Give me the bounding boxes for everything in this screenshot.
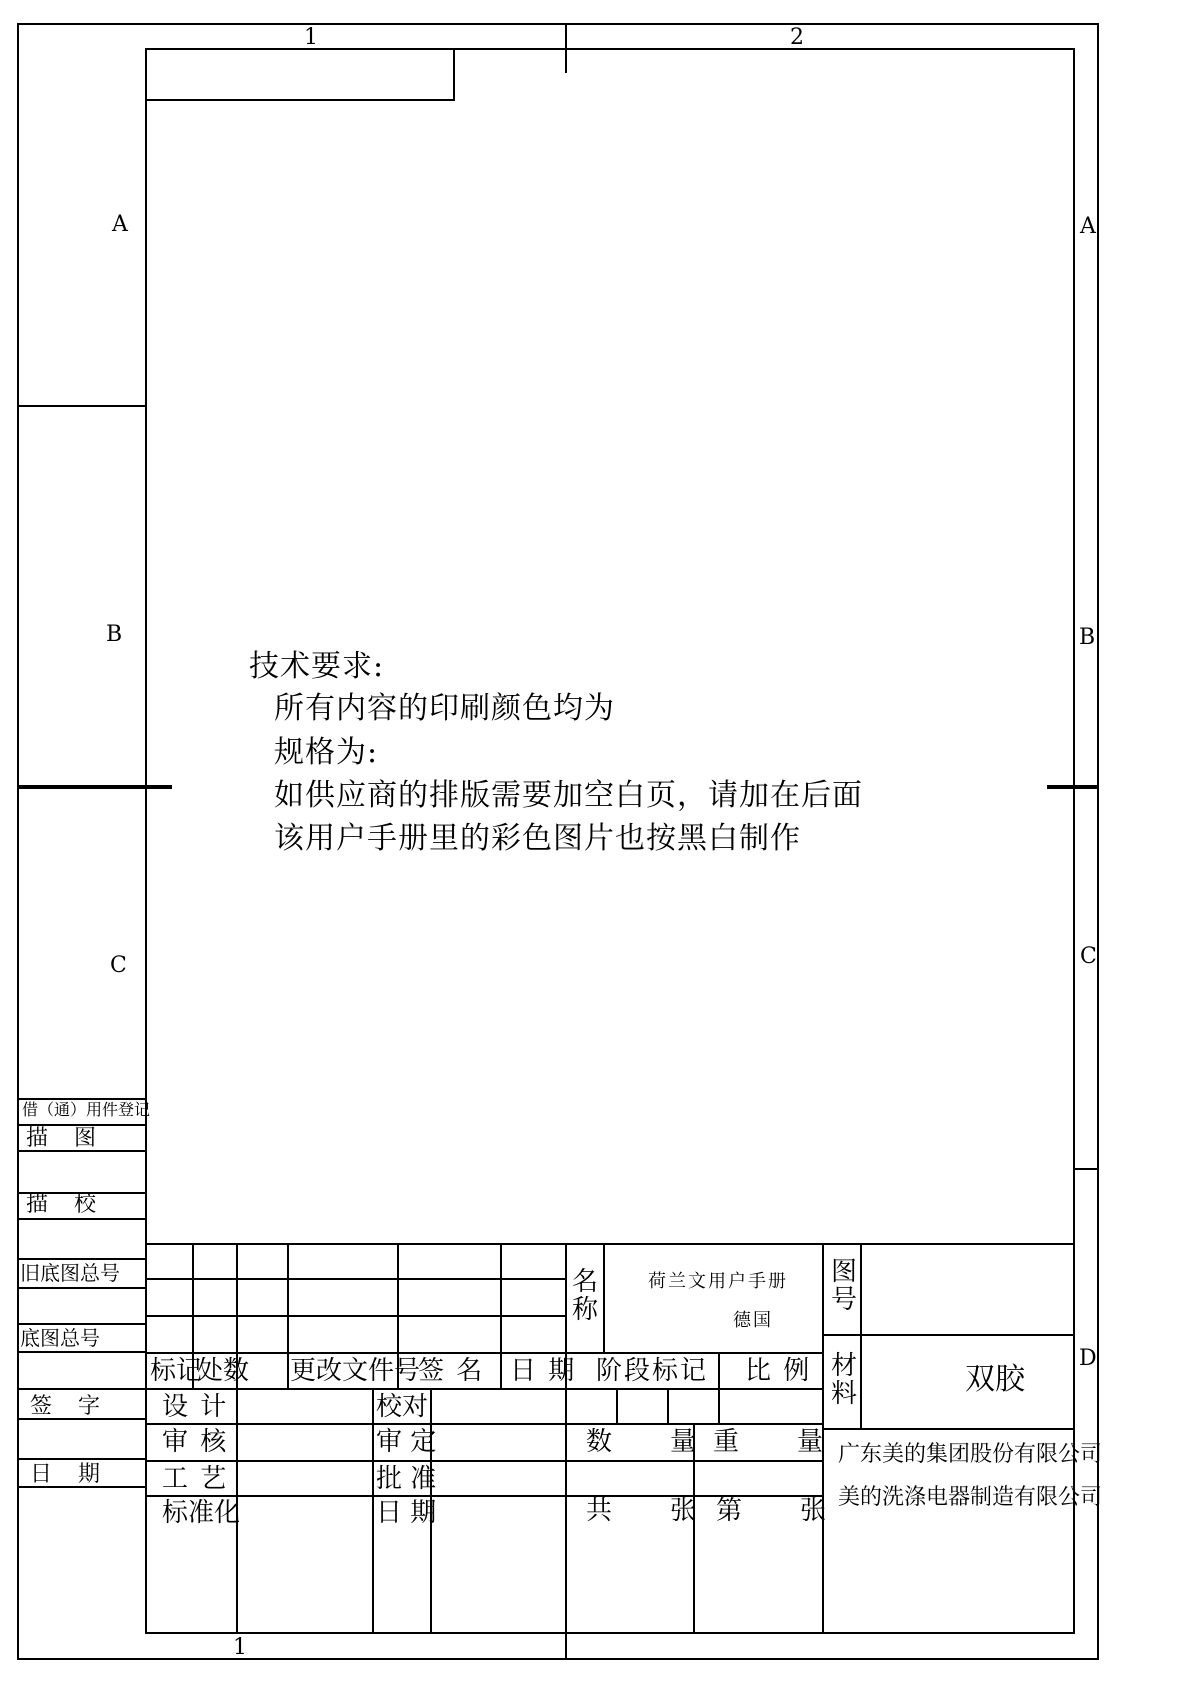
zone-row-d-right: D bbox=[1079, 1346, 1097, 1371]
change-doc-header: 更改文件号 bbox=[290, 1356, 421, 1386]
tb-line bbox=[145, 1315, 565, 1317]
tb-line bbox=[145, 1460, 822, 1462]
side-panel-line bbox=[17, 1486, 145, 1488]
total-sheets-label: 共 张 bbox=[586, 1496, 699, 1526]
side-panel-line bbox=[17, 1258, 145, 1260]
zone-row-b-right: B bbox=[1079, 625, 1096, 650]
material-label: 材 料 bbox=[831, 1351, 858, 1409]
zone-row-c-right: C bbox=[1080, 944, 1097, 969]
tb-line bbox=[565, 1243, 567, 1634]
side-panel-line bbox=[17, 1323, 145, 1325]
tb-line bbox=[822, 1428, 1075, 1430]
tb-line bbox=[667, 1388, 669, 1423]
zone-col-2-top: 2 bbox=[790, 25, 804, 50]
approve-def-label: 审 定 bbox=[376, 1427, 437, 1457]
tb-line bbox=[145, 1423, 822, 1425]
document-name: 荷兰文用户手册 bbox=[648, 1271, 788, 1292]
tb-line bbox=[287, 1243, 289, 1388]
date-header: 日 期 bbox=[510, 1356, 577, 1386]
tb-line bbox=[145, 1278, 565, 1280]
date2-label: 日 期 bbox=[376, 1498, 437, 1528]
document-region: 德国 bbox=[733, 1310, 773, 1331]
zone-divider-bottom bbox=[565, 1634, 567, 1660]
tb-line bbox=[603, 1243, 605, 1352]
stage-mark-label: 阶段标记 bbox=[596, 1356, 709, 1386]
tb-line bbox=[718, 1352, 720, 1423]
name-label: 名 称 bbox=[572, 1267, 599, 1325]
borrow-register-label: 借（通）用件登记 bbox=[22, 1100, 151, 1119]
center-mark-left bbox=[17, 785, 172, 789]
tracing-label: 描 图 bbox=[26, 1126, 99, 1151]
zone-row-a-left: A bbox=[112, 212, 128, 237]
signature-label: 签 字 bbox=[30, 1394, 103, 1419]
design-label: 设 计 bbox=[162, 1392, 229, 1422]
sign-header: 签 名 bbox=[418, 1356, 485, 1386]
tb-line bbox=[372, 1388, 374, 1634]
sheet-no-label: 第 张 bbox=[716, 1496, 829, 1526]
tb-line bbox=[145, 1388, 822, 1390]
side-panel-line bbox=[17, 1388, 145, 1390]
date-label: 日 期 bbox=[30, 1462, 103, 1487]
side-panel-line bbox=[17, 1218, 145, 1220]
top-left-code-box bbox=[145, 48, 455, 101]
requirement-line-2: 规格为: bbox=[274, 735, 379, 770]
side-panel-line bbox=[17, 1150, 145, 1152]
tb-line bbox=[145, 1352, 822, 1354]
count-header: 处数 bbox=[197, 1356, 250, 1386]
zone-row-c-left: C bbox=[110, 953, 127, 978]
old-base-number-label: 旧底图总号 bbox=[20, 1261, 120, 1285]
right-zone-divider-cd bbox=[1075, 1168, 1099, 1170]
zone-divider-top bbox=[565, 23, 567, 73]
company-name-1: 广东美的集团股份有限公司 bbox=[838, 1442, 1103, 1467]
zone-col-1-bottom: 1 bbox=[233, 1635, 247, 1660]
side-panel-line bbox=[17, 1458, 145, 1460]
tb-border bbox=[145, 1243, 1075, 1245]
zone-col-1-top: 1 bbox=[304, 25, 318, 50]
center-mark-right bbox=[1047, 785, 1099, 789]
company-name-2: 美的洗涤电器制造有限公司 bbox=[838, 1485, 1103, 1510]
tb-line bbox=[860, 1243, 862, 1428]
review-label: 审 核 bbox=[162, 1427, 229, 1457]
tb-line bbox=[500, 1243, 502, 1388]
side-panel-line bbox=[17, 1351, 145, 1353]
scale-label: 比 例 bbox=[745, 1356, 812, 1386]
requirement-line-1: 所有内容的印刷颜色均为 bbox=[274, 691, 615, 726]
left-zone-divider-ab bbox=[17, 405, 145, 407]
requirement-line-3: 如供应商的排版需要加空白页，请加在后面 bbox=[274, 778, 863, 813]
tb-line bbox=[616, 1388, 618, 1423]
drawing-no-label: 图 号 bbox=[831, 1257, 858, 1315]
side-panel-line bbox=[17, 1287, 145, 1289]
process-label: 工 艺 bbox=[162, 1464, 229, 1494]
requirements-title: 技术要求: bbox=[249, 649, 385, 684]
zone-row-a-right: A bbox=[1080, 214, 1096, 239]
requirement-line-4: 该用户手册里的彩色图片也按黑白制作 bbox=[274, 821, 801, 856]
mark-header: 标记 bbox=[150, 1356, 203, 1386]
check-label: 校对 bbox=[376, 1392, 429, 1422]
zone-row-b-left: B bbox=[106, 622, 123, 647]
weight-label: 重 量 bbox=[713, 1427, 826, 1457]
trace-check-label: 描 校 bbox=[26, 1192, 99, 1217]
approve-label: 批 准 bbox=[376, 1464, 437, 1494]
standard-label: 标准化 bbox=[162, 1498, 241, 1528]
base-number-label: 底图总号 bbox=[20, 1326, 100, 1350]
material-value: 双胶 bbox=[965, 1362, 1025, 1397]
quantity-label: 数 量 bbox=[586, 1427, 699, 1457]
side-panel-line bbox=[17, 1418, 145, 1420]
